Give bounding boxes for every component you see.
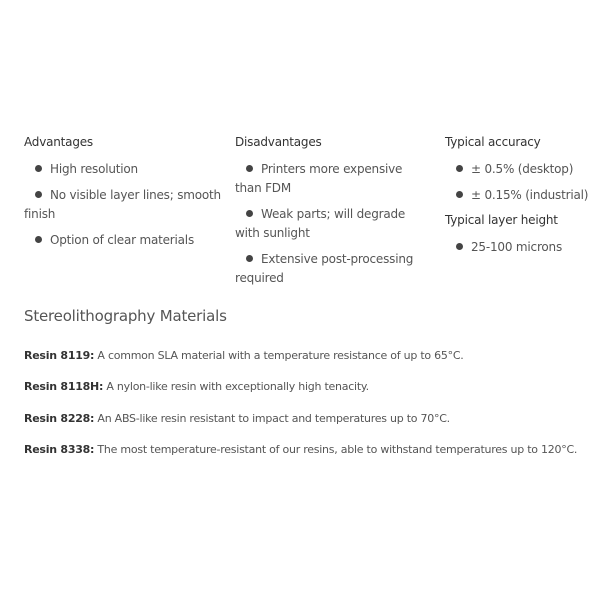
material-name: Resin 8118H: [24,380,104,393]
material-item [24,349,464,362]
material-name: Resin 8119: [24,349,95,362]
material-description: A nylon-like resin with exceptionally high tenacity. [103,380,369,393]
material-item [24,443,577,456]
specs-column [445,134,595,264]
accuracy-list [445,160,595,205]
list-item-text: No visible layer lines; smooth finish [24,188,221,221]
bullet-icon [246,255,253,262]
list-item-text: 25-100 microns [471,240,563,254]
list-item [445,186,595,205]
list-item-text: High resolution [50,162,138,176]
list-item-text: Option of clear materials [50,233,194,247]
advantages-list [24,160,224,250]
list-item-text: ± 0.15% (industrial) [471,188,589,202]
material-description: A common SLA material with a temperature resistance of up to 65°C. [94,349,464,362]
advantages-column [24,134,224,257]
list-item [235,205,430,243]
material-name: Resin 8338: [24,443,95,456]
disadvantages-heading: Disadvantages [235,135,322,149]
bullet-icon [456,243,463,250]
material-item [24,412,450,425]
material-description: An ABS-like resin resistant to impact and temperatures up to 70°C. [94,412,450,425]
material-item [24,380,369,393]
list-item [445,238,595,257]
list-item-text: Printers more expensive than FDM [235,162,403,195]
bullet-icon [35,191,42,198]
bullet-icon [35,165,42,172]
list-item [24,231,224,250]
list-item [24,160,224,179]
bullet-icon [246,165,253,172]
accuracy-heading: Typical accuracy [445,135,541,149]
list-item [24,186,224,224]
bullet-icon [456,191,463,198]
bullet-icon [35,236,42,243]
material-description: The most temperature-resistant of our resins, able to withstand temperatures up to 120°C. [94,443,578,456]
advantages-heading: Advantages [24,135,93,149]
bullet-icon [456,165,463,172]
list-item [235,160,430,198]
list-item-text: Extensive post-processing required [235,252,414,285]
layer-height-heading: Typical layer height [445,213,558,227]
list-item-text: Weak parts; will degrade with sunlight [235,207,406,240]
disadvantages-column [235,134,430,295]
layer-height-list [445,238,595,257]
list-item [235,250,430,288]
list-item-text: ± 0.5% (desktop) [471,162,574,176]
bullet-icon [246,210,253,217]
materials-title: Stereolithography Materials [24,307,227,325]
list-item [445,160,595,179]
disadvantages-list [235,160,430,288]
material-name: Resin 8228: [24,412,95,425]
